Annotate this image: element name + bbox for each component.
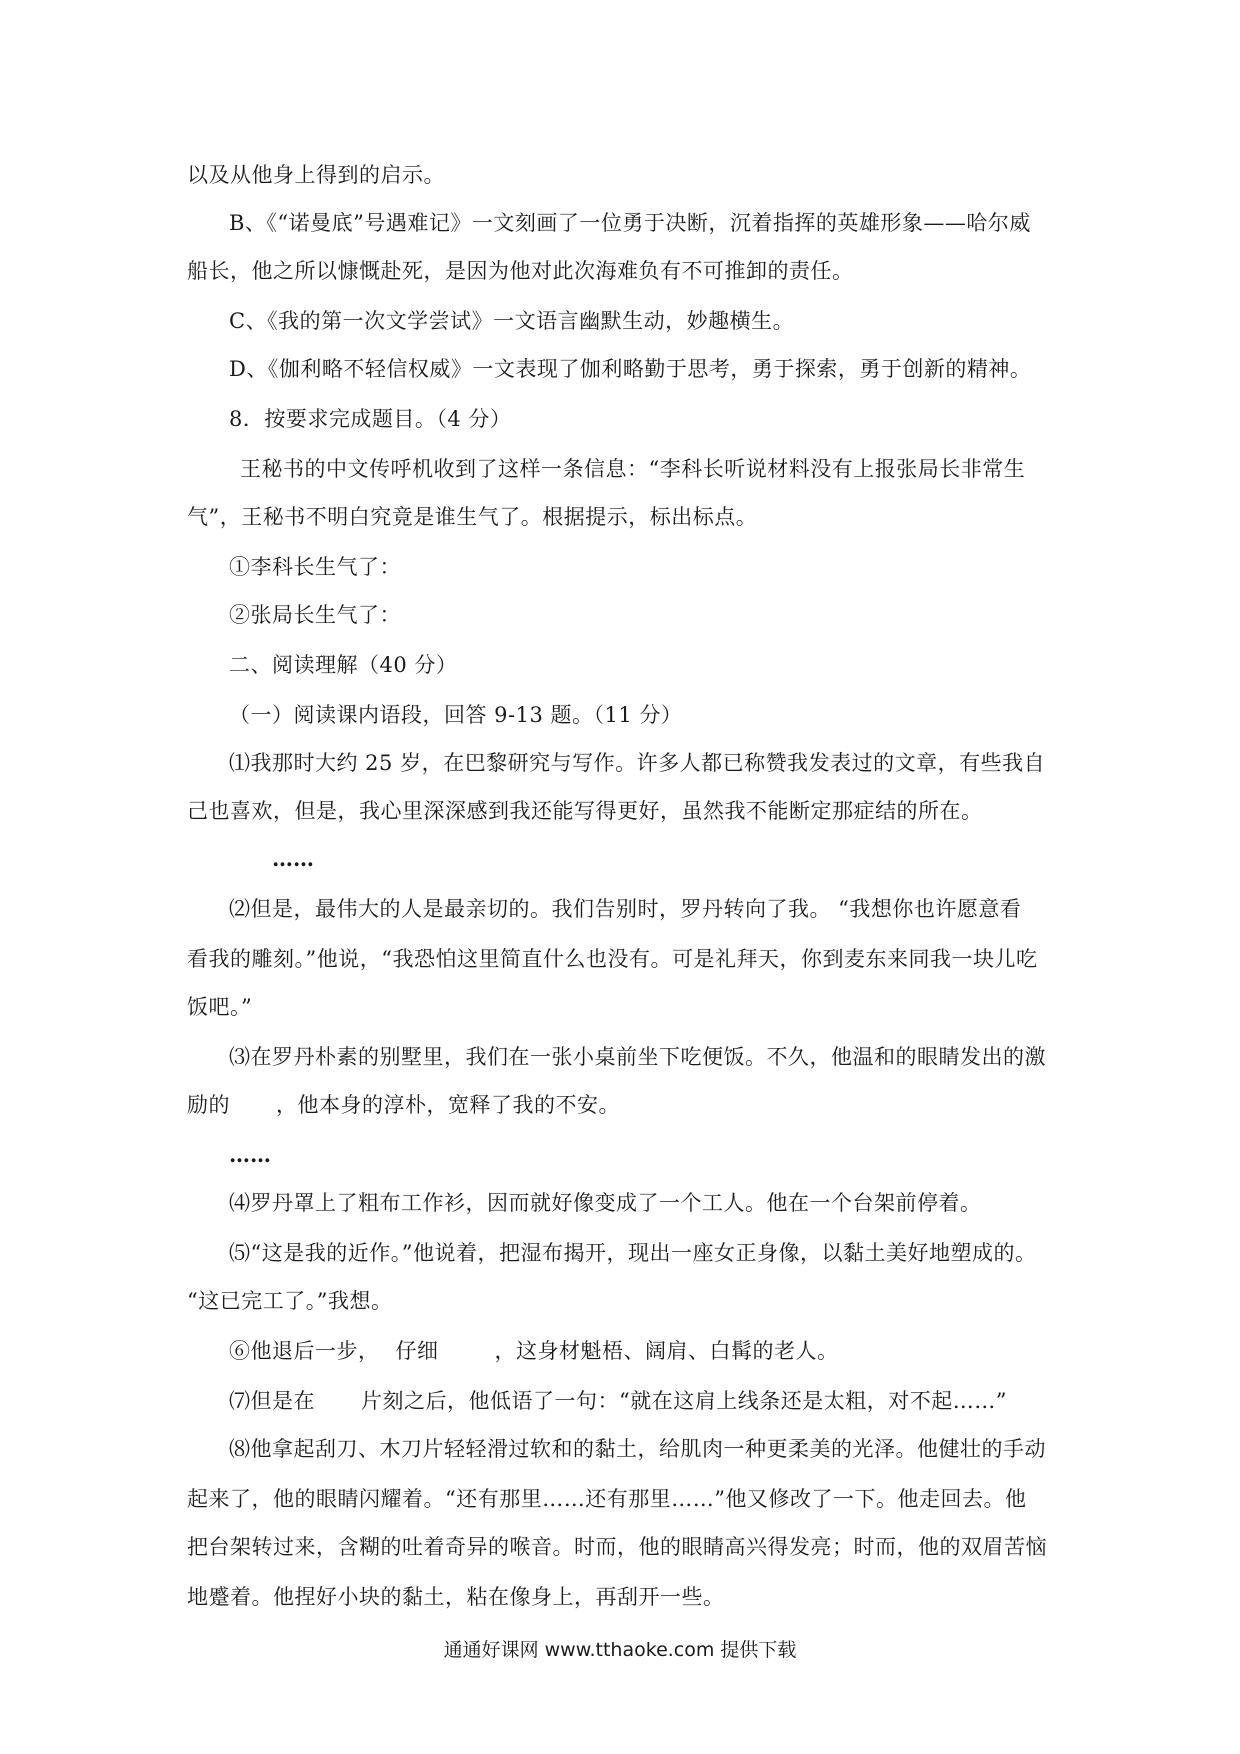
passage-p3-line-2	[187, 1090, 620, 1120]
page-footer: 通通好课网 www.tthaoke.com 提供下载	[443, 1639, 797, 1661]
question-8-text-2: 气”，王秘书不明白究竟是谁生气了。根据提示，标出标点。	[187, 505, 758, 529]
passage-p2-line-2: 看我的雕刻。”他说，“我恐怕这里简直什么也没有。可是礼拜天，你到麦东来同我一块儿吃	[187, 947, 1038, 971]
option-b-line-1: B、《“诺曼底”号遇难记》一文刻画了一位勇于决断，沉着指挥的英雄形象——哈尔威	[229, 211, 1031, 235]
option-c-line: C、《我的第一次文学尝试》一文语言幽默生动，妙趣横生。	[229, 309, 795, 333]
option-b-line-2: 船长，他之所以慷慨赴死，是因为他对此次海难负有不可推卸的责任。	[187, 259, 854, 283]
passage-p4-line: ⑷罗丹罩上了粗布工作衫，因而就好像变成了一个工人。他在一个台架前停着。	[229, 1191, 982, 1215]
option-d-line: D、《伽利略不轻信权威》一文表现了伽利略勤于思考，勇于探索，勇于创新的精神。	[229, 357, 1032, 381]
text-line: 以及从他身上得到的启示。	[187, 163, 445, 187]
passage-p3-part-a: 励的	[187, 1093, 230, 1117]
passage-p6-part-c: ，这身材魁梧、阔肩、白髯的老人。	[494, 1339, 839, 1363]
passage-p6-part-b: 仔细	[395, 1339, 439, 1363]
passage-p2-line-3: 饭吧。”	[187, 995, 253, 1019]
passage-p8-line-4: 地蹙着。他捏好小块的黏土，粘在像身上，再刮开一些。	[187, 1585, 725, 1609]
passage-p1-line-1: ⑴我那时大约 25 岁，在巴黎研究与写作。许多人都已称赞我发表过的文章，有些我自	[229, 751, 1046, 775]
section-2-heading: 二、阅读理解（40 分）	[229, 653, 458, 677]
reading-1-heading: （一）阅读课内语段，回答 9-13 题。（11 分）	[229, 703, 683, 727]
passage-p8-line-1: ⑻他拿起刮刀、木刀片轻轻滑过软和的黏土，给肌肉一种更柔美的光泽。他健壮的手动	[229, 1437, 1046, 1461]
passage-p6-line	[229, 1336, 839, 1366]
ellipsis-1: ……	[272, 846, 314, 871]
passage-p8-line-2: 起来了，他的眼睛闪耀着。“还有那里……还有那里……”他又修改了一下。他走回去。他	[187, 1487, 1027, 1511]
question-8-text-1: 王秘书的中文传呼机收到了这样一条信息：“李科长听说材料没有上报张局长非常生	[240, 457, 1026, 481]
question-8-heading: 8．按要求完成题目。（4 分）	[229, 407, 512, 431]
passage-p5-line-1: ⑸“这是我的近作。”他说着，把湿布揭开，现出一座女正身像，以黏土美好地塑成的。	[229, 1241, 1037, 1265]
passage-p3-part-b: ，他本身的淳朴，宽释了我的不安。	[276, 1093, 620, 1117]
passage-p3-line-1: ⑶在罗丹朴素的别墅里，我们在一张小桌前坐下吃便饭。不久，他温和的眼睛发出的激	[229, 1045, 1046, 1069]
passage-p8-line-3: 把台架转过来，含糊的吐着奇异的喉音。时而，他的眼睛高兴得发亮；时而，他的双眉苦恼	[187, 1535, 1047, 1559]
passage-p7-part-a: ⑺但是在	[229, 1389, 315, 1413]
question-8-item-2: ②张局长生气了：	[229, 603, 401, 627]
passage-p5-line-2: “这已完工了。”我想。	[187, 1289, 393, 1313]
passage-p7-part-b: 片刻之后，他低语了一句：“就在这肩上线条还是太粗，对不起……”	[361, 1389, 1007, 1413]
passage-p2-line-1: ⑵但是，最伟大的人是最亲切的。我们告别时，罗丹转向了我。 “我想你也许愿意看	[229, 897, 1022, 921]
passage-p6-part-a: ⑥他退后一步，	[229, 1339, 380, 1363]
passage-p1-line-2: 己也喜欢，但是，我心里深深感到我还能写得更好，虽然我不能断定那症结的所在。	[187, 799, 983, 823]
question-8-item-1: ①李科长生气了：	[229, 555, 401, 579]
ellipsis-2: ……	[229, 1142, 271, 1167]
passage-p7-line	[229, 1386, 1007, 1416]
